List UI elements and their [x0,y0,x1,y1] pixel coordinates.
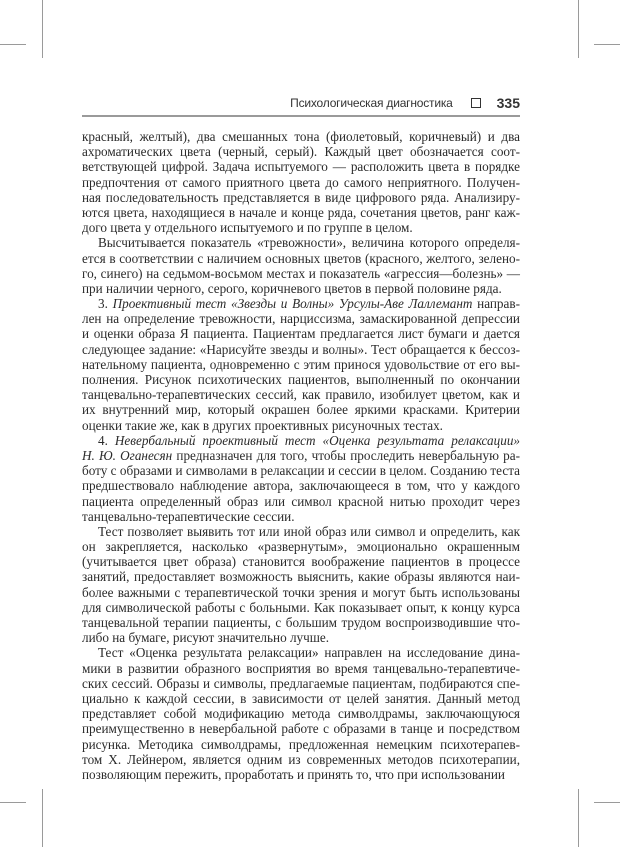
text: танцевальной терапии пациенты, с большим трудом воспроизводившие что- [82,615,520,630]
text-line [82,661,520,676]
text: мики в развитии образного восприятия во время танцевально-терапевтиче- [82,660,520,676]
text-line [82,205,520,220]
paragraph [82,433,520,524]
text-line [82,357,520,372]
crop-mark [594,44,620,45]
text: циально к каждой сессии, в зависимости от целей занятия. Данный метод [82,690,520,706]
crop-mark [594,802,620,803]
text: предшествовало наблюдение автора, заключающееся в том, что у каждого [82,478,520,494]
text: красный, желтый), два смешанных тона (фиолетовый, коричневый) и два [82,129,520,144]
text: более важными с терапевтической точки зрения и могут быть использованы [82,584,520,600]
text-line [82,129,520,144]
text: Тест позволяет выявить тот или иной образ или символ и определить, как [98,523,520,539]
text: преимущественно в невербальной работе с образами в танце и посредством [82,721,520,737]
paragraph [82,296,520,433]
text-line [82,752,520,767]
text: 3. [98,296,113,312]
text: следующее задание: «Нарисуйте звезды и волны». Тест обращается к бессоз- [82,341,520,357]
text-line [82,585,520,600]
text-line [82,235,520,250]
text-line [82,433,520,448]
paragraph [82,235,520,296]
text-line [82,418,520,433]
text: лен на определение тревожности, нарциссизма, замаскированной депрессии [82,311,520,327]
text: их внутренний мир, который окрашен более яркими красками. Критерии [82,402,520,418]
text: предпочтения от самого приятного цвета до самого неприятного. Получен- [82,174,520,190]
crop-mark [42,0,43,58]
text: направ- [472,296,520,312]
text-line [82,645,520,660]
page-body [82,129,520,782]
paragraph [82,129,520,235]
text-line [82,220,520,235]
square-bullet-icon [471,98,481,108]
text: для символической работы с больными. Как показывает опыт, к концу курса [82,599,520,615]
text: дого цвета у отдельного испытуемого и по группе в целом. [82,220,413,236]
text: представляет собой модификацию метода символдрамы, заключающуюся [82,706,520,722]
text: рисунка. Методика символдрамы, предложенная немецким психотерапев- [82,736,520,752]
crop-mark [0,802,26,803]
text: (учитывается цвет образа) становится воображение пациентов в процессе [82,554,520,570]
crop-mark [578,789,579,847]
text: нательному пациента, одновременно с этим принося удовольствие от его вы- [82,356,520,372]
text: 4. [98,432,115,448]
text: и оценки образа Я пациента. Пациентам предлагается лист бумаги и дается [82,326,520,342]
text-line [82,509,520,524]
text: ахроматических цвета (черный, серый). Каждый цвет обозначается соот- [82,144,520,160]
text-line [82,296,520,311]
italic-text: Невербальный проективный тест «Оценка результата релаксации» [114,432,521,448]
text: танцевально-терапевтических сессий, как правило, изобилует цветом, как и [82,387,520,403]
text: занятий, предоставляет возможность выяснить, какие образы являются наи- [82,569,520,585]
text-line [82,266,520,281]
text-line [82,706,520,721]
crop-mark [42,789,43,847]
text-line [82,737,520,752]
text-line [82,175,520,190]
text-line [82,387,520,402]
text-line [82,402,520,417]
text-line [82,311,520,326]
text-line [82,767,520,782]
text-line [82,569,520,584]
text: пациента определенный образ или символ красной нитью проходит через [82,493,520,509]
text-line [82,281,520,296]
text-line [82,721,520,736]
text: Тест «Оценка результата релаксации» направлен на исследование дина- [98,645,520,661]
text: либо на бумаге, рисуют значительно лучше. [82,630,330,646]
text-line [82,524,520,539]
text: позволяющим пережить, проработать и принять то, что при использовании [82,766,505,782]
text-line [82,326,520,341]
text: ется в соответствии с наличием основных цветов (красного, желтого, зелено- [82,250,520,266]
text: полнения. Рисунок психотических пациентов, выполненный по окончании [82,372,520,387]
running-header-title: Психологическая диагностика [290,96,453,110]
italic-text: Н. Ю. Оганесян [82,447,173,463]
text-line [82,372,520,387]
paragraph [82,524,520,646]
text: Высчитывается показатель «тревожности», величина которого определя- [98,235,520,251]
header-rule [82,115,520,117]
text-line [82,342,520,357]
text-line [82,676,520,691]
text: ских сессий. Образы и символы, предлагаемые пациентам, подбираются спе- [82,675,520,691]
text-line [82,159,520,174]
italic-text: Проективный тест «Звезды и Волны» Урсулы-Аве Лаллемант [112,296,473,312]
page-number: 335 [496,95,520,111]
text-line [82,478,520,493]
crop-mark [578,0,579,58]
text-line [82,463,520,478]
text: он закрепляется, насколько «развернутым», эмоционально окрашенным [82,539,520,555]
text-line [82,615,520,630]
paragraph [82,645,520,782]
text: го, синего) на седьмом-восьмом местах и показатель «агрессия—болезнь» — [82,265,520,281]
text-line [82,251,520,266]
text-line [82,190,520,205]
text-line [82,691,520,706]
text: предназначен для того, чтобы проследить невербальную ра- [172,447,520,463]
text: при наличии черного, серого, коричневого цветов в первой половине ряда. [82,280,502,296]
text-line [82,630,520,645]
text-line [82,554,520,569]
text-line [82,494,520,509]
text-line [82,144,520,159]
text: танцевально-терапевтические сессии. [82,508,295,524]
text-line [82,600,520,615]
text: ветствующей цифрой. Задача испытуемого — расположить цвета в порядке [82,159,520,175]
text-line [82,448,520,463]
text: ются цвета, находящиеся в начале и конце ряда, сочетания цветов, ранг каж- [82,204,520,220]
text: том Х. Лейнером, является одним из современных методов психотерапии, [82,751,520,767]
text: ная последовательность представляется в виде цифрового ряда. Анализиру- [82,189,520,205]
text: оценки такие же, как в других проективных рисуночных тестах. [82,417,443,433]
text-line [82,539,520,554]
text: боту с образами и символами в релаксации и сессии в целом. Созданию теста [82,463,520,479]
running-header [82,93,520,113]
crop-mark [0,44,26,45]
